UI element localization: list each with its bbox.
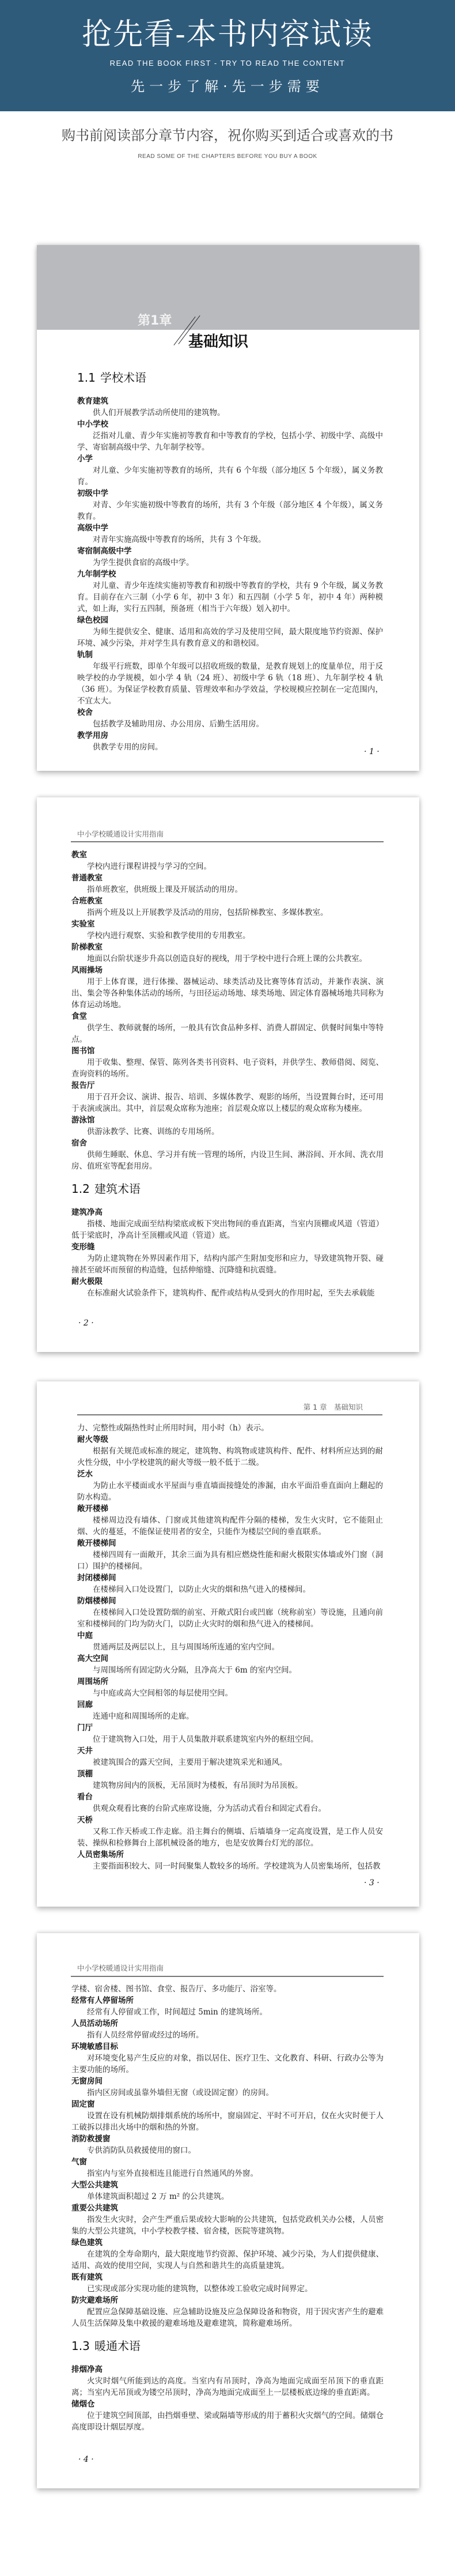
- term-heading: 既有建筑: [71, 2273, 103, 2282]
- term-definition: 指楼、地面完成面至结构梁底或板下突出物间的垂直距离，当室内顶棚或风道（管道）低于梁底时，净高计至顶棚或风道（管道）底。: [71, 1219, 384, 1240]
- term-heading: 变形缝: [71, 1242, 95, 1252]
- term-definition: 在楼梯间入口处设置防烟的前室、开敞式阳台或凹廊（统称前室）等设施，且通向前室和楼梯间的门均为防火门，以防止火灾时的烟和热气进入的楼梯间。: [77, 1608, 383, 1629]
- term-definition: 专供消防队员救援使用的窗口。: [87, 2146, 196, 2155]
- page-number: · 4 ·: [78, 2455, 94, 2464]
- term-definition: 年级平行班数，即单个年级可以招收班级的数量，是教育规划上的度量单位，用于反映学校的办学规模，如小学 4 轨（24 班）、初级中学 6 轨（18 班）、九年制学校 4 轨（36 班）。为保证学校教育质量、管理效率和办学效益，学校规模应控制在一定范围内，不宜太大。: [77, 662, 383, 706]
- term-heading: 耐火极限: [71, 1277, 103, 1286]
- term-heading: 寄宿制高级中学: [77, 547, 132, 556]
- term-heading: 中庭: [77, 1631, 93, 1640]
- term-heading: 消防救援窗: [71, 2134, 111, 2144]
- intro-text: 购书前阅读部分章节内容，祝你购买到适合或喜欢的书: [62, 127, 393, 144]
- section-number: 1.2: [71, 1182, 90, 1196]
- term-heading: 实验室: [71, 920, 95, 929]
- term-definition: 设置在设有机械防烟排烟系统的场所中，窗扇固定、平时不可开启，仅在火灾时便于人工破拆以排出火场中的烟和热的外窗。: [71, 2111, 384, 2132]
- chapter-title: 基础知识: [188, 333, 249, 351]
- term-definition: 指内区房间或虽靠外墙但无窗（或设固定窗）的房间。: [87, 2088, 274, 2097]
- term-heading: 耐火等级: [77, 1435, 108, 1444]
- term-definition: 又称工作天桥或工作走廊。沿主舞台的侧墙、后墙墙身一定高度设置，是工作人员安装、操纵和检修舞台上部机械设备的地方，也是安放舞台灯光的部位。: [77, 1827, 383, 1848]
- page-number: · 1 ·: [364, 747, 380, 756]
- term-heading: 天桥: [77, 1816, 93, 1825]
- term-definition: 与中庭或高大空间相邻的每层使用空间。: [93, 1689, 233, 1698]
- section-number: 1.1: [77, 371, 96, 385]
- term-definition: 泛指对儿童、青少年实施初等教育和中等教育的学校，包括小学、初级中学、高级中学、寄宿制高级中学、九年制学校等。: [77, 431, 383, 452]
- term-heading: 门厅: [77, 1723, 93, 1733]
- term-heading: 阶梯教室: [71, 943, 103, 952]
- term-heading: 经常有人停留场所: [71, 1996, 134, 2005]
- term-heading: 重要公共建筑: [71, 2204, 118, 2213]
- section-heading: [77, 371, 383, 384]
- term-definition: 为防止建筑物在外界因素作用下，结构内部产生附加变形和应力，导致建筑物开裂、碰撞甚至破坏而预留的构造缝，包括伸缩缝、沉降缝和抗震缝。: [71, 1254, 384, 1275]
- term-definition: 指两个班及以上开展教学及活动的用房，包括阶梯教室、多媒体教室。: [87, 908, 328, 917]
- running-head-rule: [77, 1414, 382, 1415]
- term-definition: 学校内进行课程讲授与学习的空间。: [87, 862, 211, 871]
- page-content: [77, 1422, 383, 1872]
- term-heading: 泛水: [77, 1470, 93, 1479]
- term-heading: 食堂: [71, 1012, 87, 1021]
- term-heading: 校舍: [77, 708, 93, 717]
- term-definition: 位于建筑物入口处，用于人员集散并联系建筑室内外的枢纽空间。: [93, 1735, 318, 1744]
- running-head-rule: [71, 841, 384, 842]
- term-definition: 连通中庭和周围场所的走廊。: [93, 1712, 194, 1721]
- term-heading: 人员活动场所: [71, 2019, 118, 2028]
- term-heading: 固定窗: [71, 2100, 95, 2109]
- term-heading: 高大空间: [77, 1654, 108, 1663]
- term-heading: 合班教室: [71, 897, 103, 906]
- page-content: [71, 849, 384, 1299]
- term-definition: 为师生提供安全、健康、适用和高效的学习及使用空间，最大限度地节约资源、保护环境、减少污染，并对学生具有教育意义的和谐校园。: [77, 627, 383, 648]
- term-definition: 火灾时烟气所能到达的高度。当室内有吊顶时，净高为地面完成面至吊顶下的垂直距离；当室内无吊顶或为镂空吊顶时，净高为地面完成面至上一层楼板底边缘的垂直距离。: [71, 2377, 384, 2397]
- term-definition: 配置应急保障基础设施、应急辅助设施及应急保障设备和物资，用于因灾害产生的避难人员生活保障及集中救援的避难场地及避难建筑，简称避难场所。: [71, 2307, 384, 2328]
- term-definition: 指有人员经常停留或经过的场所。: [87, 2031, 204, 2040]
- section-title: 暖通术语: [94, 2339, 141, 2353]
- term-definition: 学校内进行观察、实验和教学使用的专用教室。: [87, 931, 251, 940]
- term-definition: 用于收集、整理、保管、陈列各类书刊资料、电子资料，并供学生、教师借阅、阅览、查询资料的场所。: [71, 1058, 384, 1079]
- term-heading: 教学用房: [77, 731, 108, 740]
- running-head: 中小学校暖通设计实用指南: [77, 1964, 164, 1972]
- term-definition: 主要指面积较大、同一时间聚集人数较多的场所。学校建筑为人员密集场所，包括教: [93, 1862, 381, 1871]
- chapter-number: 第1章: [138, 314, 172, 328]
- term-definition: 被建筑围合的露天空间，主要用于解决建筑采光和通风。: [93, 1758, 287, 1767]
- term-heading: 防烟楼梯间: [77, 1596, 116, 1606]
- term-definition: 已实现或部分实现功能的建筑物，以整体竣工验收完成时间界定。: [87, 2284, 313, 2293]
- book-page-4: [37, 1933, 419, 2488]
- term-definition: 用于召开会议、演讲、报告、培训、多媒体教学、观影的场所，当设置舞台时，还可用于表演或演出。其中，首层观众席称为池座；首层观众席以上楼层的观众席称为楼座。: [71, 1093, 384, 1113]
- term-heading: 环境敏感目标: [71, 2042, 118, 2051]
- term-heading: 敞开楼梯: [77, 1504, 108, 1513]
- running-head-rule: [71, 1976, 384, 1977]
- book-page-1: [37, 245, 419, 771]
- section-title: 学校术语: [100, 371, 146, 385]
- term-heading: 中小学校: [77, 420, 108, 429]
- term-heading: 教室: [71, 850, 87, 860]
- term-heading: 高级中学: [77, 524, 108, 533]
- term-heading: 普通教室: [71, 873, 103, 883]
- section-heading: [71, 1182, 384, 1195]
- term-heading: 看台: [77, 1792, 93, 1802]
- book-page-3: [37, 1381, 419, 1907]
- banner-title: 抢先看-本书内容试读: [82, 17, 373, 52]
- term-definition: 根据有关规范或标准的规定，建筑物、构筑物或建筑构件、配件、材料所应达到的耐火性分级，中小学校建筑的耐火等级一般不低于二级。: [77, 1447, 383, 1467]
- term-heading: 天井: [77, 1746, 93, 1756]
- term-definition: 楼梯四周有一面敞开，其余三面为具有相应燃烧性能和耐火极限实体墙或外门窗（洞口）围护的楼梯间。: [77, 1550, 383, 1571]
- term-definition: 指室内与室外直接相连且能进行自然通风的外窗。: [87, 2169, 258, 2178]
- term-definition: 供观众观看比赛的台阶式座席设施，分为活动式看台和固定式看台。: [93, 1804, 326, 1813]
- term-definition: 在楼梯间入口处设置门，以防止火灾的烟和热气进入的楼梯间。: [93, 1585, 310, 1594]
- term-heading: 防灾避难场所: [71, 2296, 118, 2305]
- term-heading: 宿舍: [71, 1139, 87, 1148]
- term-definition: 为学生提供食宿的高级中学。: [93, 558, 194, 567]
- term-heading: 建筑净高: [71, 1208, 103, 1217]
- term-definition: 指单班教室，供班级上课及开展活动的用房。: [87, 885, 242, 894]
- term-definition: 贯通两层及两层以上，且与周围场所连通的室内空间。: [93, 1643, 279, 1652]
- term-definition: 经常有人停留或工作，时间超过 5min 的建筑场所。: [87, 2008, 267, 2017]
- term-definition: 对环境变化易产生反应的对象，指以居住、医疗卫生、文化教育、科研、行政办公等为主要功能的场所。: [71, 2054, 384, 2074]
- term-heading: 回廊: [77, 1700, 93, 1709]
- intro-text-en: READ SOME OF THE CHAPTERS BEFORE YOU BUY A BOOK: [138, 153, 317, 160]
- term-definition: 对青年实施高级中等教育的场所，共有 3 个年级。: [93, 535, 266, 544]
- term-heading: 顶棚: [77, 1769, 93, 1779]
- section-heading: [71, 2340, 384, 2352]
- term-heading: 周围场所: [77, 1677, 108, 1686]
- page-content: [77, 371, 383, 753]
- term-definition: 为防止水平楼面或水平屋面与垂直墙面接缝处的渗漏，由水平面沿垂直面向上翻起的防水构造。: [77, 1481, 383, 1502]
- term-definition: 建筑物房间内的顶板，无吊顶时为楼板，有吊顶时为吊顶板。: [93, 1781, 303, 1790]
- section-number: 1.3: [71, 2339, 90, 2353]
- term-definition: 楼梯周边没有墙体、门窗或其他建筑构配件分隔的楼梯，发生火灾时，它不能阻止烟、火的蔓延，不能保证使用者的安全，只能作为楼层空间的垂直联系。: [77, 1516, 383, 1536]
- term-heading: 初级中学: [77, 489, 108, 498]
- page-number: · 3 ·: [364, 1878, 380, 1888]
- continued-paragraph: 学楼、宿舍楼、图书馆、食堂、报告厅、多功能厅、浴室等。: [71, 1984, 282, 1994]
- banner-subtitle-en: READ THE BOOK FIRST - TRY TO READ THE CONTENT: [109, 59, 346, 67]
- running-head: 第 1 章 基础知识: [303, 1403, 363, 1411]
- term-definition: 用于上体育课，进行体操、器械运动、球类活动及比赛等体育活动，并兼作表演、演出、集会等各种集体活动的场所，与田径运动场地、球类场地、固定体育器械场地共同称为体育运动场地。: [71, 977, 384, 1010]
- page-number: · 2 ·: [78, 1319, 94, 1328]
- section-title: 建筑术语: [94, 1182, 141, 1196]
- term-heading: 游泳馆: [71, 1116, 95, 1125]
- term-heading: 无窗房间: [71, 2077, 103, 2086]
- term-heading: 大型公共建筑: [71, 2180, 118, 2190]
- term-definition: 单体建筑面积超过 2 万 m² 的公共建筑。: [87, 2192, 229, 2201]
- term-definition: 对青、少年实施初级中等教育的场所，共有 3 个年级（部分地区 4 个年级），属义务教育。: [77, 500, 383, 521]
- term-definition: 位于建筑空间顶部，由挡烟垂壁、梁或隔墙等形成的用于蓄积火灾烟气的空间。储烟仓高度即设计烟层厚度。: [71, 2411, 384, 2432]
- running-head: 中小学校暖通设计实用指南: [77, 830, 164, 838]
- term-definition: 在建筑的全寿命期内，最大限度地节约资源、保护环境、减少污染，为人们提供健康、适用、高效的使用空间，实现人与自然和谐共生的高质量建筑。: [71, 2250, 384, 2270]
- term-heading: 风雨操场: [71, 966, 103, 975]
- term-heading: 绿色建筑: [71, 2238, 103, 2247]
- book-page-2: [37, 797, 419, 1352]
- term-heading: 储烟仓: [71, 2400, 95, 2409]
- term-heading: 排烟净高: [71, 2365, 103, 2374]
- term-heading: 敞开楼梯间: [77, 1539, 116, 1548]
- term-heading: 小学: [77, 454, 93, 464]
- term-heading: 九年制学校: [77, 570, 116, 579]
- term-definition: 包括教学及辅助用房、办公用房、后勤生活用房。: [93, 720, 264, 729]
- term-definition: 在标准耐火试验条件下，建筑构件、配件或结构从受到火的作用时起，至失去承载能: [87, 1289, 375, 1298]
- term-definition: 供教学专用的房间。: [93, 743, 163, 752]
- term-heading: 教育建筑: [77, 397, 108, 406]
- term-heading: 气窗: [71, 2157, 87, 2167]
- chapter-band: [37, 245, 419, 330]
- term-definition: 供师生睡眠、休息、学习并有统一管理的场所，内设卫生间、淋浴间、开水间、洗衣用房、值班室等配套用房。: [71, 1150, 384, 1171]
- term-heading: 人员密集场所: [77, 1850, 124, 1859]
- continued-paragraph: 力、完整性或隔热性时止所用时间，用小时（h）表示。: [77, 1423, 269, 1433]
- term-definition: 供游泳教学、比赛、训练的专用场所。: [87, 1127, 219, 1136]
- term-heading: 报告厅: [71, 1081, 95, 1090]
- header-banner: [0, 0, 455, 111]
- term-definition: 对儿童、少年实施初等教育的场所，共有 6 个年级（部分地区 5 个年级），属义务教育。: [77, 466, 383, 487]
- term-heading: 图书馆: [71, 1046, 95, 1056]
- term-definition: 地面以台阶状逐步升高以创造良好的视线，用于学校中进行合班上课的公共教室。: [87, 954, 367, 963]
- term-definition: 指发生火灾时，会产生严重后果或较大影响的公共建筑，包括党政机关办公楼，人员密集的大型公共建筑，中小学校教学楼、宿舍楼，医院等建筑物。: [71, 2215, 384, 2236]
- banner-slogan: 先一步了解·先一步需要: [131, 78, 324, 95]
- term-heading: 绿色校园: [77, 616, 108, 625]
- term-heading: 轨制: [77, 650, 93, 660]
- page-content: [71, 1983, 384, 2433]
- term-definition: 供学生、教师就餐的场所，一般具有饮食品种多样、消费人群固定、供餐时间集中等特点。: [71, 1023, 384, 1044]
- term-definition: 对儿童、青少年连续实施初等教育和初级中等教育的学校，共有 9 个年级，属义务教育。目前存在六三制（小学 6 年，初中 3 年）和五四制（小学 5 年，初中 4 年）两种模式，如上海，实行五四制，预备班（相当于六年级）划入初中。: [77, 581, 383, 613]
- term-definition: 与周围场所有固定防火分隔，且净高大于 6m 的室内空间。: [93, 1666, 297, 1675]
- term-heading: 封闭楼梯间: [77, 1573, 116, 1583]
- term-definition: 供人们开展教学活动所使用的建筑物。: [93, 408, 225, 417]
